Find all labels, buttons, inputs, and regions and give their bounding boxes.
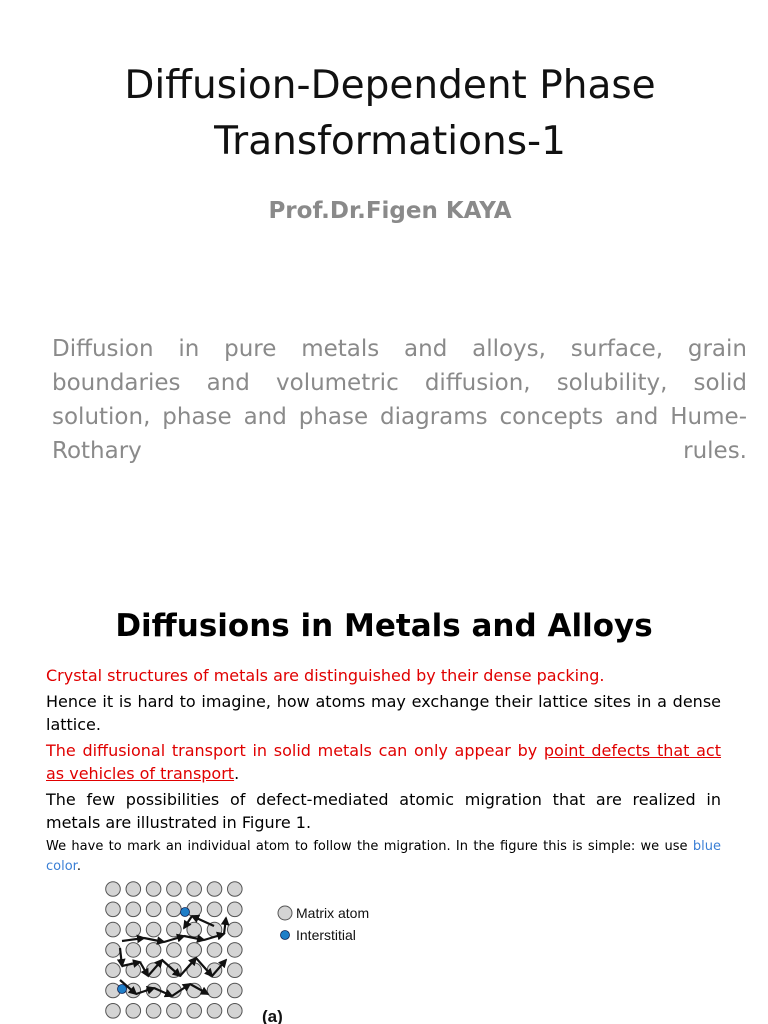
matrix-atom <box>167 922 182 937</box>
matrix-atom <box>207 983 222 998</box>
matrix-atom <box>167 902 182 917</box>
slide-title-line2: Transformations-1 <box>214 119 566 164</box>
paragraph-exchange-sites: Hence it is hard to imagine, how atoms may exchange their lattice sites in a dense lattice. <box>46 692 721 734</box>
section-title: Diffusions in Metals and Alloys <box>115 608 653 644</box>
matrix-atom <box>106 1004 121 1019</box>
legend-interstitial-label: Interstitial <box>296 927 356 943</box>
matrix-atom-grid <box>106 882 242 1018</box>
matrix-atom <box>126 1004 141 1019</box>
matrix-atom <box>207 963 222 978</box>
paragraph-blue-color <box>46 837 721 877</box>
matrix-atom <box>167 882 182 897</box>
matrix-atom <box>207 882 222 897</box>
paragraph-dense-packing: Crystal structures of metals are distinguished by their dense packing. <box>46 666 605 685</box>
legend-matrix-label: Matrix atom <box>296 905 370 921</box>
matrix-atom <box>146 1004 161 1019</box>
matrix-atom <box>187 1004 202 1019</box>
matrix-atom <box>228 963 243 978</box>
matrix-atom <box>207 902 222 917</box>
figure-1-diffusion <box>100 876 400 1024</box>
blue-color-end: . <box>76 859 81 874</box>
matrix-atom <box>146 882 161 897</box>
matrix-atom <box>146 943 161 958</box>
matrix-atom <box>167 1004 182 1019</box>
matrix-atom <box>126 882 141 897</box>
matrix-atom <box>106 882 121 897</box>
blue-color-text: blue color <box>46 839 721 874</box>
matrix-atom <box>187 882 202 897</box>
matrix-atom <box>228 882 243 897</box>
point-defects-underlined: point defects that act as vehicles of transport <box>46 741 722 783</box>
legend-matrix-marker <box>278 906 292 920</box>
slide-title-line1: Diffusion-Dependent Phase <box>124 63 656 108</box>
matrix-atom <box>106 922 121 937</box>
matrix-atom <box>207 943 222 958</box>
matrix-atom <box>126 922 141 937</box>
matrix-atom <box>106 963 121 978</box>
matrix-atom <box>187 943 202 958</box>
point-defects-end: . <box>234 764 240 783</box>
matrix-atom <box>126 943 141 958</box>
matrix-atom <box>146 902 161 917</box>
point-defects-lead: The diffusional transport in solid metals can only appear by <box>46 741 544 760</box>
paragraph-point-defects <box>46 739 721 785</box>
matrix-atom <box>228 1004 243 1019</box>
matrix-atom <box>126 902 141 917</box>
migration-arrow <box>224 918 226 934</box>
paragraph-defect-migration: The few possibilities of defect-mediated atomic migration that are realized in metals are illustrated in Figure 1. <box>46 790 721 832</box>
figure-caption: (a) <box>262 1007 283 1024</box>
migration-arrow <box>122 938 144 941</box>
migration-arrow <box>144 938 164 942</box>
slide-title <box>60 58 720 170</box>
matrix-atom <box>106 943 121 958</box>
interstitial-atom <box>118 985 127 994</box>
matrix-atom <box>146 922 161 937</box>
matrix-atom <box>228 983 243 998</box>
matrix-atom <box>187 922 202 937</box>
abstract-text: Diffusion in pure metals and alloys, surface, grain boundaries and volumetric diffusion, solubility, solid solution, phase and phase diagrams concepts and Hume-Rothary rules. <box>52 336 747 464</box>
matrix-atom <box>228 902 243 917</box>
matrix-atom <box>207 1004 222 1019</box>
matrix-atom <box>228 943 243 958</box>
author-name: Prof.Dr.Figen KAYA <box>268 198 512 224</box>
matrix-atom <box>228 922 243 937</box>
blue-color-lead: We have to mark an individual atom to follow the migration. In the figure this is simple: we use <box>46 839 693 854</box>
migration-arrow <box>120 948 122 966</box>
content-slide <box>0 590 768 1024</box>
matrix-atom <box>167 943 182 958</box>
slide-body <box>46 664 721 880</box>
legend-interstitial-marker <box>281 931 290 940</box>
matrix-atom <box>106 902 121 917</box>
interstitial-atom <box>181 908 190 917</box>
